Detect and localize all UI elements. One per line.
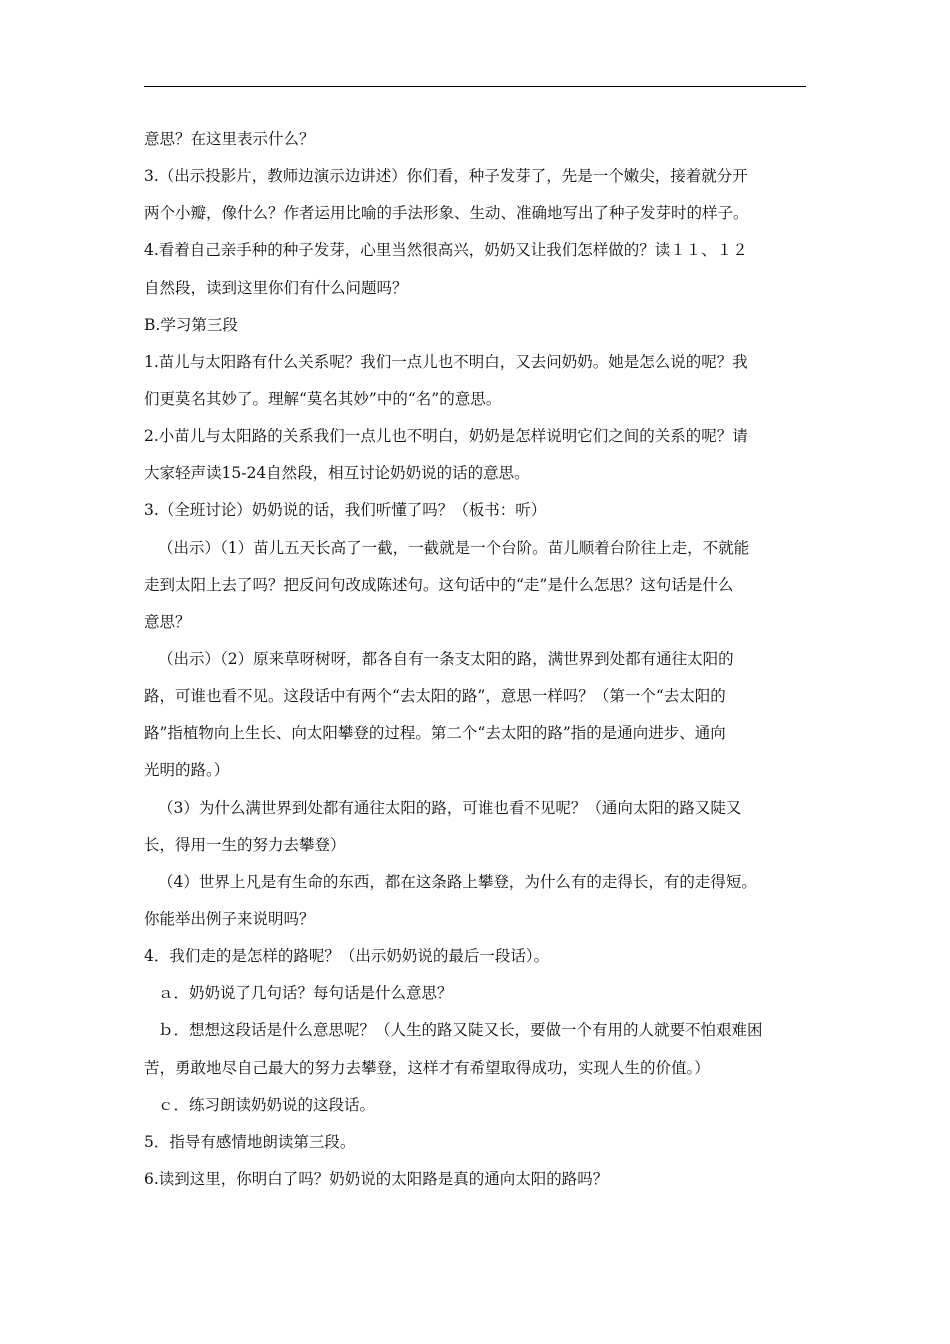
text-line: 们更莫名其妙了。理解“莫名其妙”中的“名”的意思。 [144,389,502,408]
text-line: 6.读到这里，你明白了吗？奶奶说的太阳路是真的通向太阳的路吗？ [144,1169,609,1188]
text-line: 2.小苗儿与太阳路的关系我们一点儿也不明白，奶奶是怎样说明它们之间的关系的呢？请 [144,427,748,446]
text-line: 5．指导有感情地朗读第三段。 [144,1132,356,1151]
text-line: 长，得用一生的努力去攀登） [144,835,346,854]
text-line: 路”指植物向上生长、向太阳攀登的过程。第二个“去太阳的路”指的是通向进步、通向 [144,724,726,743]
text-line: （出示）（1）苗儿五天长高了一截，一截就是一个台阶。苗儿顺着台阶往上走，不就能 [158,538,750,557]
text-line: （3）为什么满世界到处都有通往太阳的路，可谁也看不见呢？（通向太阳的路又陡又 [158,798,742,817]
text-line: 路，可谁也看不见。这段话中有两个“去太阳的路”，意思一样吗？（第一个“去太阳的 [144,687,726,706]
text-line: 4．我们走的是怎样的路呢？（出示奶奶说的最后一段话）。 [144,947,550,966]
text-line: ｂ．想想这段话是什么意思呢？（人生的路又陡又长，要做一个有用的人就要不怕艰难困 [158,1021,763,1040]
text-line: 光明的路。） [144,761,230,780]
text-line: 意思？在这里表示什么？ [144,130,315,148]
text-line: 意思？ [144,612,191,631]
text-line: 走到太阳上去了吗？把反问句改成陈述句。这句话中的“走”是什么怎思？这句话是什么 [144,575,734,594]
text-line: 3.（全班讨论）奶奶说的话，我们听懂了吗？（板书：听） [144,501,547,520]
document-body [144,121,808,1198]
text-line: 4.看着自己亲手种的种子发芽，心里当然很高兴，奶奶又让我们怎样做的？读１１、１２ [144,241,748,260]
text-line: 3.（出示投影片，教师边演示边讲述）你们看，种子发芽了，先是一个嫩尖，接着就分开 [144,167,748,186]
text-line: ａ．奶奶说了几句话？每句话是什么意思？ [158,984,453,1003]
text-line: 1.苗儿与太阳路有什么关系呢？我们一点儿也不明白，又去问奶奶。她是怎么说的呢？我 [144,352,748,371]
text-line: （出示）（2）原来草呀树呀，都各自有一条支太阳的路，满世界到处都有通往太阳的 [158,649,734,668]
text-line: 苦，勇敢地尽自己最大的努力去攀登，这样才有希望取得成功，实现人生的价值。） [144,1058,710,1077]
header-rule [144,86,806,87]
text-line: 两个小瓣，像什么？作者运用比喻的手法形象、生动、准确地写出了种子发芽时的样子。 [144,204,749,223]
text-line: ｃ．练习朗读奶奶说的这段话。 [158,1095,376,1114]
text-line: 大家轻声读15-24自然段，相互讨论奶奶说的话的意思。 [144,464,530,483]
text-line: 自然段，读到这里你们有什么问题吗？ [144,278,408,297]
section-heading: B.学习第三段 [144,315,238,334]
text-line: （4）世界上凡是有生命的东西，都在这条路上攀登，为什么有的走得长，有的走得短。 [158,872,757,891]
text-line: 你能举出例子来说明吗？ [144,909,315,928]
